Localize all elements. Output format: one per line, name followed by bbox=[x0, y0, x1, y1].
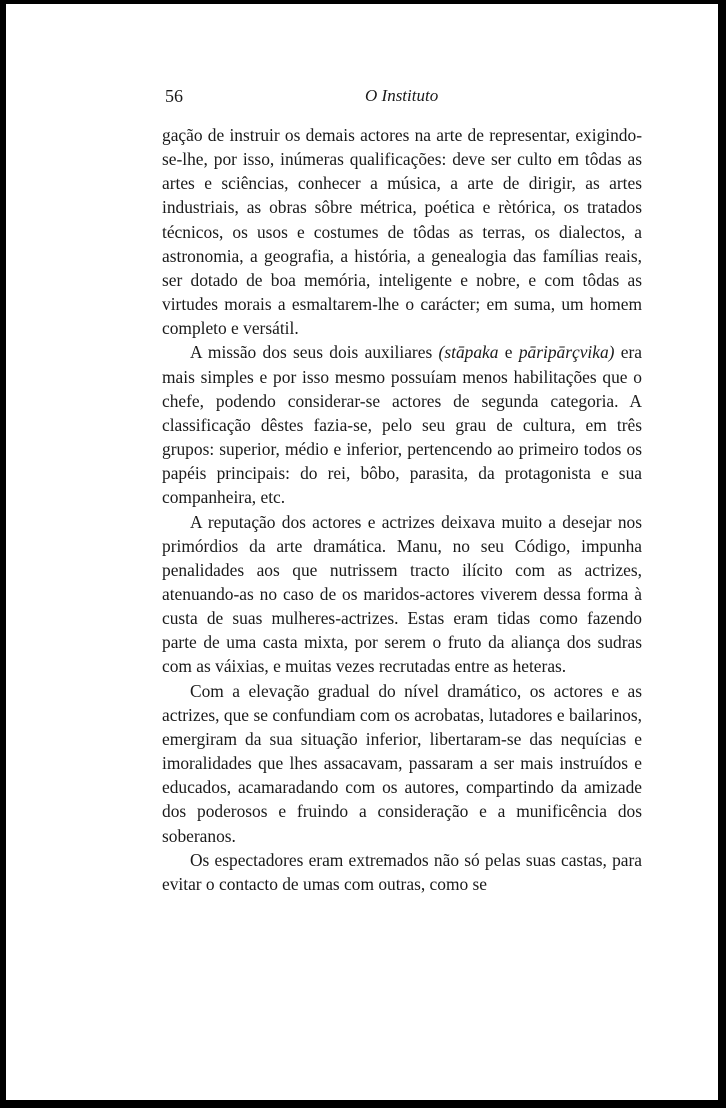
italic-term: (stāpaka bbox=[438, 342, 499, 363]
text-run: Os espectadores eram extremados não só pelas suas castas, para evitar o contacto de umas com outras, como se bbox=[162, 849, 642, 894]
paragraph-elevacao bbox=[162, 679, 642, 848]
page-header bbox=[165, 86, 651, 114]
text-run: era mais simples e por isso mesmo possuíam menos habilitações que o chefe, podendo considerar-se actores de segunda categoria. A classificação dêstes fazia-se, pelo seu grau de cultura, em três grupos: superior, médio e inferior, pertencendo ao primeiro todos os papéis principais: do rei, bôbo, parasita, da protagonista e sua companheira, etc. bbox=[162, 342, 643, 508]
text-run: e bbox=[498, 342, 519, 363]
text-run: A reputação dos actores e actrizes deixava muito a desejar nos primórdios da arte dramática. Manu, no seu Código, impunha penalidades aos que nutrissem tracto ilícito com as actrizes, atenuando-as no caso de os maridos-actores viverem dessa forma à custa de suas mulheres-actrizes. Estas eram tidas como fazendo parte de uma casta mixta, por serem o fruto da aliança dos sudras com as váixias, e muitas vezes recrutadas entre as heteras. bbox=[162, 511, 642, 677]
page-number: 56 bbox=[165, 86, 183, 106]
paragraph-reputacao bbox=[162, 510, 642, 679]
paragraph-auxiliares bbox=[162, 340, 642, 509]
body-text bbox=[162, 123, 642, 896]
text-run: gação de instruir os demais actores na arte de representar, exigindo-se-lhe, por isso, inúmeras qualificações: deve ser culto em tôdas as artes e sciências, conhecer a música, a arte de dirigir, as artes industriais, as obras sôbre métrica, poética e rètórica, os tratados técnicos, os usos e costumes de tôdas as terras, os dialectos, a astronomia, a geografia, a história, a genealogia das famílias reais, ser dotado de boa memória, inteligente e nobre, e com tôdas as virtudes morais a esmaltarem-lhe o carácter; em suma, um homem completo e versátil. bbox=[162, 125, 642, 339]
text-run: Com a elevação gradual do nível dramático, os actores e as actrizes, que se confundiam com os acrobatas, lutadores e bailarinos, emergiram da sua situação inferior, libertaram-se das nequícias e imoralidades que lhes assacavam, passaram a ser mais instruídos e educados, acamaradando com os autores, compartindo da amizade dos poderosos e fruindo a consideração e a munificência dos soberanos. bbox=[162, 680, 642, 846]
running-title: O Instituto bbox=[365, 86, 439, 105]
italic-term: pāripārçvika) bbox=[518, 342, 615, 363]
paragraph-continuation bbox=[162, 123, 642, 340]
text-run: A missão dos seus dois auxiliares bbox=[190, 342, 439, 363]
paragraph-espectadores bbox=[162, 848, 642, 896]
